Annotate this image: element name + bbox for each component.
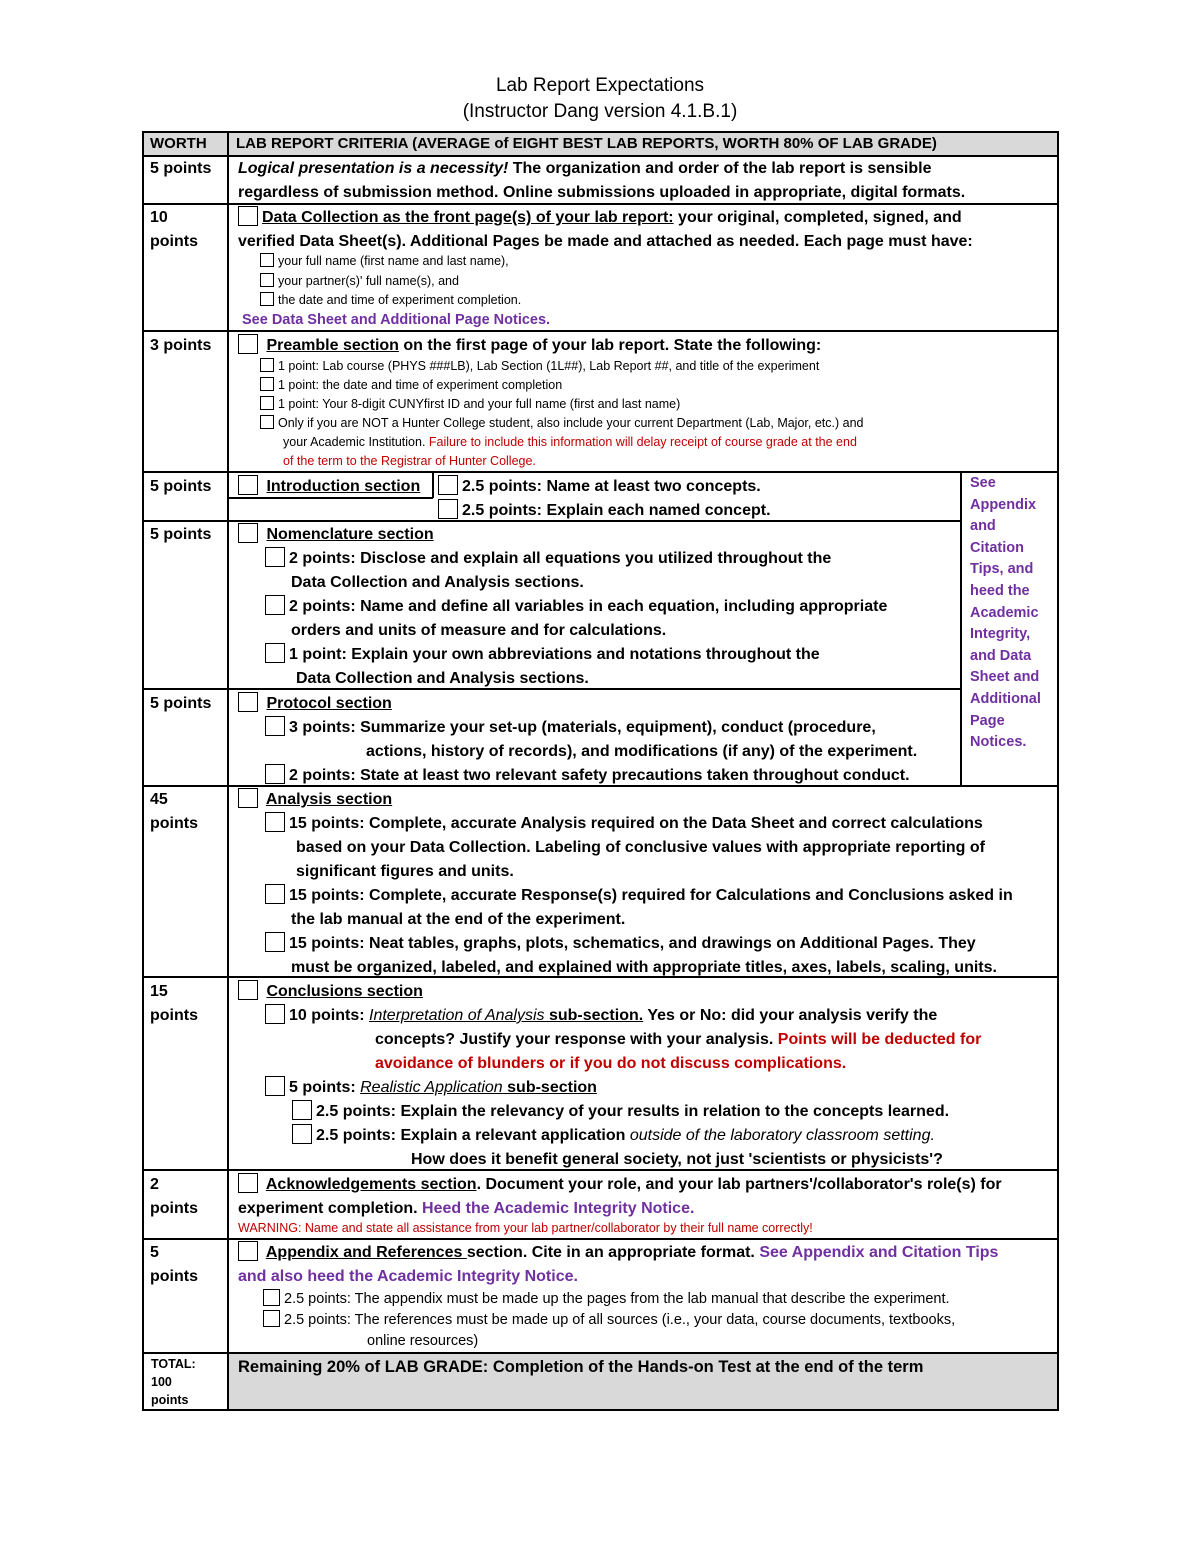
appendix-rest: section. Cite in an appropriate format. — [466, 1244, 760, 1261]
checklist-item — [265, 884, 1013, 908]
failure-warning: Failure to include this information will delay receipt of course grade at the end — [428, 435, 857, 449]
intro-box-underline — [228, 497, 433, 499]
item-text: outside of the laboratory classroom setting. — [629, 1127, 935, 1144]
item-text: 10 points: — [289, 1007, 370, 1024]
side-note-line: Academic — [970, 604, 1039, 621]
item-text: Only if you are NOT a Hunter College student, also include your current Department (Lab, Major, etc.) and — [278, 416, 864, 430]
checkbox[interactable] — [292, 1100, 312, 1120]
checkbox[interactable] — [238, 692, 258, 712]
item-text: 15 points: Complete, accurate Response(s) required for Calculations and Conclusions asked in — [289, 887, 1013, 904]
item-text: 2 points: State at least two relevant safety precautions taken throughout conduct. — [289, 767, 910, 784]
checkbox[interactable] — [260, 377, 274, 391]
checklist-item — [265, 716, 876, 740]
item-text: 2 points: Disclose and explain all equations you utilized throughout the — [289, 550, 832, 567]
failure-warning-cont: of the term to the Registrar of Hunter College. — [283, 454, 536, 468]
total-label-line: points — [151, 1393, 189, 1407]
checkbox[interactable] — [265, 595, 285, 615]
worth-cell: points — [150, 815, 198, 832]
item-text: 2.5 points: The references must be made up of all sources (i.e., your data, course documents, textbooks, — [284, 1312, 956, 1328]
item-text: sub-section — [502, 1079, 597, 1096]
item-cont — [375, 1028, 981, 1052]
nomenclature-line-1 — [238, 523, 434, 547]
side-note-line: Appendix — [970, 496, 1037, 513]
checkbox[interactable] — [292, 1124, 312, 1144]
checklist-item — [265, 1004, 937, 1028]
item-cont: actions, history of records), and modifications (if any) of the experiment. — [366, 743, 918, 760]
checklist-item — [260, 291, 521, 311]
worth-cell: points — [150, 1268, 198, 1285]
checkbox[interactable] — [260, 396, 274, 410]
checkbox[interactable] — [238, 523, 258, 543]
checklist-item — [260, 252, 509, 272]
checklist-item — [265, 1076, 597, 1100]
conclusions-line-1 — [238, 980, 423, 1004]
checklist-item — [292, 1100, 949, 1124]
appendix-line-2: and also heed the Academic Integrity Notice. — [238, 1268, 578, 1285]
deduction-warning-cont: avoidance of blunders or if you do not discuss complications. — [375, 1055, 847, 1072]
data-collection-line-1 — [238, 206, 962, 230]
item-text: 2.5 points: Explain the relevancy of your results in relation to the concepts learned. — [316, 1103, 950, 1120]
analysis-line-1 — [238, 788, 392, 812]
checklist-item — [438, 499, 771, 523]
worth-cell: 10 — [150, 209, 168, 226]
analysis-heading: Analysis section — [265, 791, 393, 808]
checkbox[interactable] — [263, 1289, 280, 1306]
item-text: your full name (first name and last name), — [278, 254, 509, 268]
data-collection-heading: Data Collection as the front page(s) of your lab report: — [262, 209, 674, 226]
preamble-heading: Preamble section — [266, 337, 399, 354]
item-cont: significant figures and units. — [296, 863, 514, 880]
acknowledgements-rest: . Document your role, and your lab partners'/collaborator's role(s) for — [476, 1176, 1002, 1193]
side-note-line: Additional — [970, 690, 1041, 707]
logical-lead: Logical presentation is a necessity! — [238, 160, 509, 177]
total-label-line: TOTAL: — [151, 1357, 196, 1371]
checkbox[interactable] — [260, 358, 274, 372]
worth-cell: points — [150, 1200, 198, 1217]
worth-cell: 15 — [150, 983, 168, 1000]
checklist-item — [265, 643, 820, 667]
checklist-item — [265, 812, 983, 836]
checklist-item — [260, 272, 459, 292]
integrity-notice: Heed the Academic Integrity Notice. — [422, 1200, 695, 1217]
checklist-item — [438, 475, 761, 499]
item-text: 2.5 points: Explain each named concept. — [462, 502, 771, 519]
checkbox[interactable] — [263, 1310, 280, 1327]
worth-cell: 5 points — [150, 695, 212, 712]
row-divider — [142, 471, 1059, 473]
preamble-rest: on the first page of your lab report. State the following: — [398, 337, 822, 354]
checkbox[interactable] — [265, 716, 285, 736]
institution-text: your Academic Institution. — [283, 435, 429, 449]
checklist-item — [265, 595, 887, 619]
appendix-line-1 — [238, 1241, 998, 1265]
item-cont: How does it benefit general society, not just 'scientists or physicists'? — [411, 1151, 943, 1168]
worth-cell: 5 — [150, 1244, 159, 1261]
item-cont: online resources) — [367, 1333, 479, 1349]
checkbox[interactable] — [238, 206, 258, 226]
logical-rest: The organization and order of the lab report is sensible — [508, 160, 932, 177]
item-text: concepts? Justify your response with your analysis. — [375, 1031, 778, 1048]
checkbox[interactable] — [238, 1173, 258, 1193]
worth-cell: points — [150, 233, 198, 250]
checkbox[interactable] — [265, 1004, 285, 1024]
protocol-heading: Protocol section — [266, 695, 392, 712]
item-text: experiment completion. — [238, 1200, 423, 1217]
item-cont: the lab manual at the end of the experiment. — [291, 911, 626, 928]
acknowledgements-heading: Acknowledgements section — [265, 1176, 477, 1193]
column-divider — [227, 131, 229, 1411]
checklist-item — [263, 1310, 955, 1330]
item-text: Realistic Application — [360, 1079, 503, 1096]
checkbox[interactable] — [260, 292, 274, 306]
checkbox[interactable] — [265, 764, 285, 784]
side-note-line: Notices. — [970, 734, 1027, 751]
side-note-line: and — [970, 518, 996, 535]
row-divider — [142, 1352, 1059, 1354]
acknowledgements-line-1 — [238, 1173, 1002, 1197]
worth-cell: 3 points — [150, 337, 212, 354]
checkbox[interactable] — [265, 884, 285, 904]
worth-cell: points — [150, 1007, 198, 1024]
checkbox[interactable] — [238, 1241, 258, 1261]
total-label-line: 100 — [151, 1375, 172, 1389]
checklist-item — [260, 414, 863, 434]
worth-cell: 5 points — [150, 526, 212, 543]
checkbox[interactable] — [238, 475, 258, 495]
worth-cell: 5 points — [150, 478, 212, 495]
nomenclature-heading: Nomenclature section — [266, 526, 434, 543]
item-text: 2.5 points: Name at least two concepts. — [462, 478, 761, 495]
realistic-subsection — [360, 1079, 597, 1096]
checkbox[interactable] — [265, 812, 285, 832]
total-text: Remaining 20% of LAB GRADE: Completion of the Hands-on Test at the end of the term — [238, 1358, 924, 1376]
data-sheet-notice: See Data Sheet and Additional Page Notices. — [242, 312, 551, 328]
checklist-item — [263, 1289, 950, 1309]
checklist-item — [265, 932, 976, 956]
checklist-item — [260, 357, 819, 377]
introduction-line-1 — [238, 475, 420, 499]
protocol-line-1 — [238, 692, 392, 716]
item-text: 1 point: Explain your own abbreviations and notations throughout the — [289, 646, 820, 663]
conclusions-heading: Conclusions section — [266, 983, 423, 1000]
item-cont: based on your Data Collection. Labeling of conclusive values with appropriate reporting of — [296, 839, 985, 856]
acknowledgements-line-2 — [238, 1197, 694, 1221]
page-subtitle: (Instructor Dang version 4.1.B.1) — [462, 101, 738, 122]
citation-tips-link: See Appendix and Citation Tips — [759, 1244, 999, 1261]
checkbox[interactable] — [265, 1076, 285, 1096]
checkbox[interactable] — [438, 475, 458, 495]
logical-line-2: regardless of submission method. Online submissions uploaded in appropriate, digital formats. — [238, 184, 966, 201]
item-text: 1 point: Your 8-digit CUNYfirst ID and your full name (first and last name) — [278, 397, 681, 411]
side-note-line: Tips, and — [970, 561, 1034, 578]
item-cont: orders and units of measure and for calculations. — [291, 622, 667, 639]
preamble-line-1 — [238, 334, 821, 358]
criteria-column-header: LAB REPORT CRITERIA (AVERAGE of EIGHT BEST LAB REPORTS, WORTH 80% OF LAB GRADE) — [236, 135, 937, 152]
item-text: 2.5 points: Explain a relevant application — [316, 1127, 630, 1144]
side-note-line: Page — [970, 712, 1005, 729]
side-note-line: Sheet and — [970, 669, 1040, 686]
checkbox[interactable] — [265, 932, 285, 952]
checkbox[interactable] — [260, 253, 274, 267]
total-label — [151, 1355, 196, 1409]
preamble-institution-line — [283, 433, 857, 453]
checkbox[interactable] — [438, 499, 458, 519]
data-collection-rest: your original, completed, signed, and — [673, 209, 962, 226]
side-note-line: and Data — [970, 647, 1032, 664]
checkbox[interactable] — [260, 273, 274, 287]
item-text: 15 points: Neat tables, graphs, plots, schematics, and drawings on Additional Pages. They — [289, 935, 976, 952]
item-text: the date and time of experiment completion. — [278, 293, 522, 307]
checklist-item — [292, 1124, 935, 1148]
item-cont: Data Collection and Analysis sections. — [291, 574, 584, 591]
item-cont: Data Collection and Analysis sections. — [296, 670, 589, 687]
checklist-item — [265, 547, 831, 571]
acknowledgement-warning: WARNING: Name and state all assistance from your lab partner/collaborator by their full name correctly! — [238, 1221, 813, 1235]
intro-box-divider — [432, 473, 434, 498]
item-cont: must be organized, labeled, and explained with appropriate titles, axes, labels, scaling, units. — [291, 959, 997, 976]
page-title: Lab Report Expectations — [495, 75, 705, 96]
deduction-warning: Points will be deducted for — [777, 1031, 982, 1048]
checkbox[interactable] — [238, 980, 258, 1000]
item-text: Interpretation of Analysis — [369, 1007, 545, 1024]
side-note-line: heed the — [970, 582, 1030, 599]
item-text: your partner(s)' full name(s), and — [278, 274, 459, 288]
checklist-item — [260, 376, 562, 396]
item-text: 1 point: Lab course (PHYS ###LB), Lab Section (1L##), Lab Report ##, and title of the experiment — [278, 359, 820, 373]
worth-cell: 2 — [150, 1176, 159, 1193]
side-note — [970, 473, 1056, 754]
item-text: 5 points: — [289, 1079, 361, 1096]
appendix-heading: Appendix and References — [265, 1244, 467, 1261]
worth-cell: 5 points — [150, 160, 212, 177]
checkbox[interactable] — [238, 334, 258, 354]
item-text: 2 points: Name and define all variables in each equation, including appropriate — [289, 598, 888, 615]
item-text: 15 points: Complete, accurate Analysis required on the Data Sheet and correct calculations — [289, 815, 983, 832]
logical-line-1 — [238, 157, 931, 181]
checkbox[interactable] — [238, 788, 258, 808]
item-text: 2.5 points: The appendix must be made up the pages from the lab manual that describe the experiment. — [284, 1291, 950, 1307]
checkbox[interactable] — [265, 547, 285, 567]
item-text: sub-section. — [544, 1007, 644, 1024]
side-note-line: Integrity, — [970, 626, 1031, 643]
worth-column-header: WORTH — [150, 135, 207, 152]
checkbox[interactable] — [265, 643, 285, 663]
checkbox[interactable] — [260, 415, 274, 429]
checklist-item — [265, 764, 910, 788]
checklist-item — [260, 395, 680, 415]
data-collection-line-2: verified Data Sheet(s). Additional Pages be made and attached as needed. Each page must have: — [238, 233, 973, 250]
interpretation-subsection — [369, 1007, 643, 1024]
side-note-line: See — [970, 475, 996, 491]
side-note-divider — [960, 472, 962, 785]
worth-cell: 45 — [150, 791, 168, 808]
introduction-heading: Introduction section — [266, 478, 421, 495]
item-text: 3 points: Summarize your set-up (materials, equipment), conduct (procedure, — [289, 719, 876, 736]
item-text: Yes or No: did your analysis verify the — [643, 1007, 938, 1024]
side-note-line: Citation — [970, 539, 1024, 556]
item-text: 1 point: the date and time of experiment completion — [278, 378, 563, 392]
